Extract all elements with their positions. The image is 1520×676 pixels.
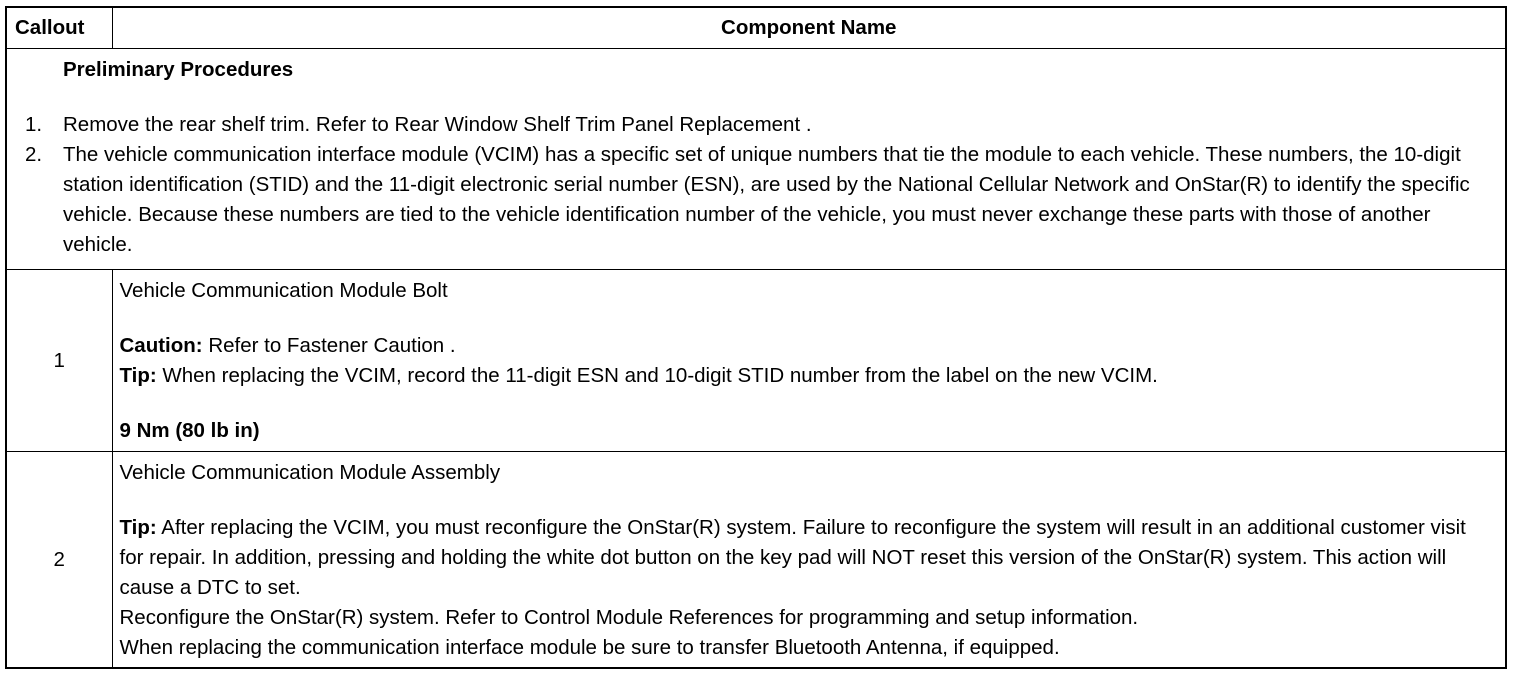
table-row [6, 452, 1506, 669]
component-cell [112, 270, 1506, 452]
table-row [6, 270, 1506, 452]
caution-text: Refer to Fastener Caution . [202, 334, 456, 357]
component-name: Vehicle Communication Module Bolt [119, 279, 448, 302]
list-item [25, 140, 1491, 260]
step-text: The vehicle communication interface module (VCIM) has a specific set of unique numbers that tie the module to each vehicle. These numbers, the 10-digit station identification (STID) and the 11-digit electronic serial number (ESN), are used by the National Cellular Network and OnStar(R) to identify the specific vehicle. Because these numbers are tied to the vehicle identification number of the vehicle, you must never exchange these parts with those of another vehicle. [63, 143, 1470, 256]
preliminary-row [6, 49, 1506, 270]
preliminary-cell [6, 49, 1506, 270]
component-name: Vehicle Communication Module Assembly [119, 461, 501, 484]
callout-number: 1 [6, 270, 112, 452]
step-number: 1. [25, 113, 43, 136]
step-text: Remove the rear shelf trim. Refer to Rear Window Shelf Trim Panel Replacement . [63, 113, 812, 136]
caution-label: Caution: [119, 334, 203, 357]
tip-text: After replacing the VCIM, you must reconfigure the OnStar(R) system. Failure to reconfigure the system will result in an additional customer visit for repair. In addition, pressing and holding the white dot button on the key pad will NOT reset this version of the OnStar(R) system. This action will cause a DTC to set. [119, 516, 1466, 599]
preliminary-steps [25, 110, 1491, 260]
tip-line [120, 513, 1494, 603]
reconfigure-line: Reconfigure the OnStar(R) system. Refer to Control Module References for programming and setup information. [119, 606, 1139, 629]
caution-line [120, 331, 1494, 361]
step-number: 2. [25, 143, 43, 166]
bluetooth-line: When replacing the communication interface module be sure to transfer Bluetooth Antenna, if equipped. [119, 636, 1060, 659]
tip-line [120, 361, 1494, 391]
tip-text: When replacing the VCIM, record the 11-digit ESN and 10-digit STID number from the label on the new VCIM. [156, 364, 1158, 387]
callout-header: Callout [6, 7, 112, 49]
tip-label: Tip: [119, 364, 157, 387]
header-row [6, 7, 1506, 49]
torque-spec: 9 Nm (80 lb in) [119, 419, 260, 442]
tip-label: Tip: [119, 516, 157, 539]
component-cell [112, 452, 1506, 669]
procedure-table [5, 6, 1507, 669]
preliminary-title: Preliminary Procedures [63, 58, 294, 81]
component-name-header: Component Name [112, 7, 1506, 49]
list-item [25, 110, 1491, 140]
callout-number: 2 [6, 452, 112, 669]
